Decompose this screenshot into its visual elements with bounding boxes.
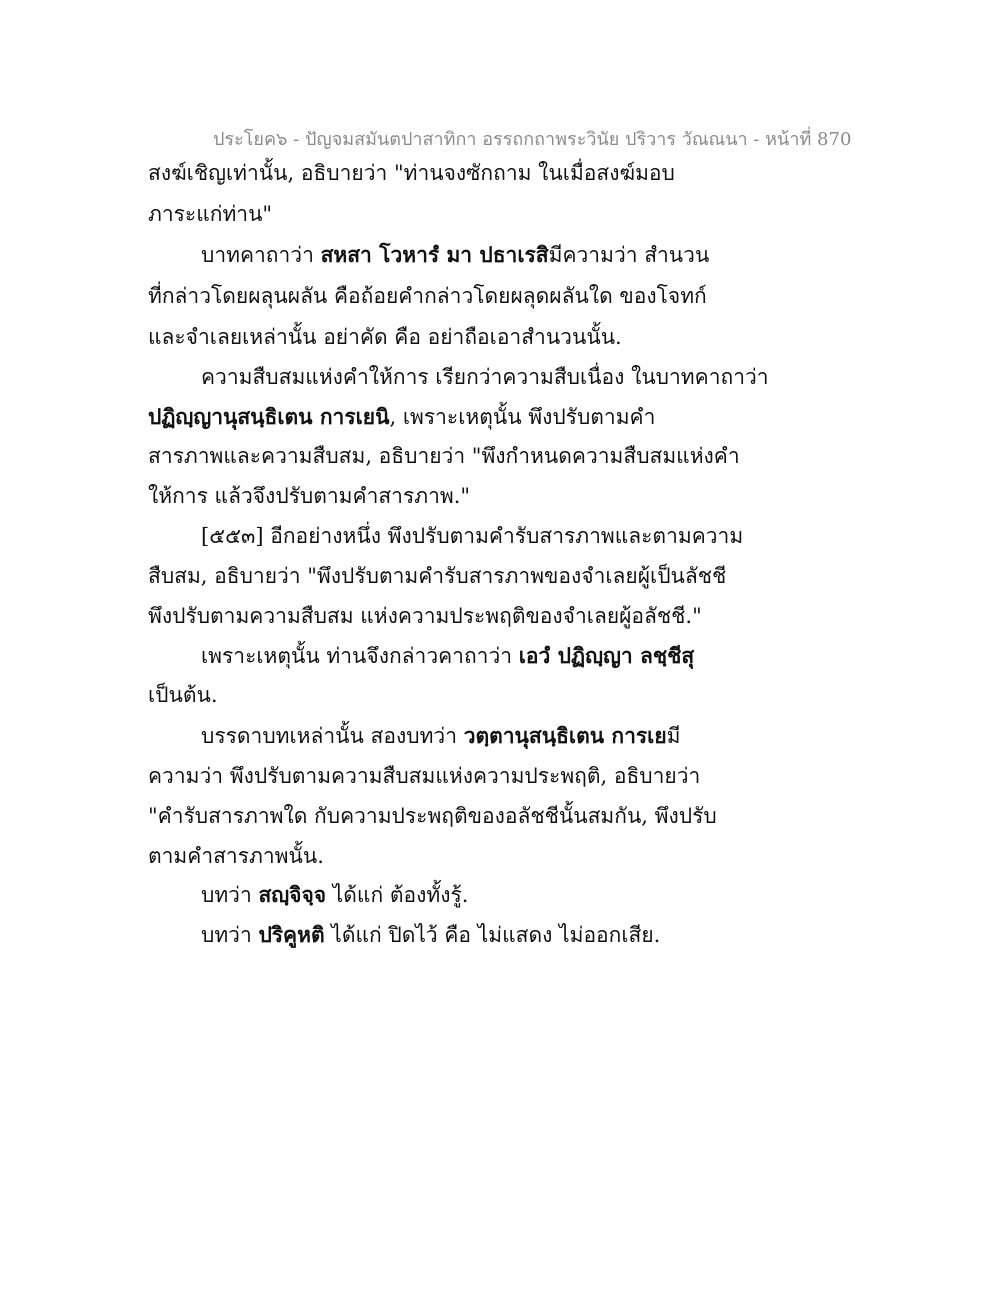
text-line — [201, 721, 681, 751]
text-line: พึงปรับตามความสืบสม แห่งความประพฤติของจำเลยผู้อลัชชี." — [148, 604, 702, 628]
text-line: ความสืบสมแห่งคำให้การ เรียกว่าความสืบเนื่อง ในบาทคาถาว่า — [201, 365, 769, 389]
text-span: บทว่า — [201, 883, 259, 907]
text-span: มีความว่า สำนวน — [548, 243, 710, 267]
text-line: สืบสม, อธิบายว่า "พึงปรับตามคำรับสารภาพของจำเลยผู้เป็นลัชชี — [148, 564, 727, 588]
text-span: ได้แก่ ต้องทั้งรู้. — [326, 883, 469, 907]
text-span: เพราะเหตุนั้น ท่านจึงกล่าวคาถาว่า — [201, 644, 519, 668]
text-span: บทว่า — [201, 923, 259, 947]
text-line: สารภาพและความสืบสม, อธิบายว่า "พึงกำหนดความสืบสมแห่งคำ — [148, 444, 740, 468]
text-line: ภาระแก่ท่าน" — [148, 202, 273, 226]
text-line: "คำรับสารภาพใด กับความประพฤติของอลัชชีนั้นสมกัน, พึงปรับ — [148, 804, 717, 828]
pali-term: ปริคูหติ — [258, 922, 325, 947]
text-line: ที่กล่าวโดยผลุนผลัน คือถ้อยคำกล่าวโดยผลุดผลันใด ของโจทก์ — [148, 284, 707, 308]
text-line — [148, 402, 655, 432]
text-line: ให้การ แล้วจึงปรับตามคำสารภาพ." — [148, 484, 471, 508]
text-span: , เพราะเหตุนั้น พึงปรับตามคำ — [389, 405, 656, 429]
text-span: ได้แก่ ปิดไว้ คือ ไม่แสดง ไม่ออกเสีย. — [324, 923, 661, 947]
pali-term: ปฏิญฺญานุสนฺธิเตน การเยนิ — [148, 404, 390, 429]
pali-term: วตฺตานุสนฺธิเตน การเย — [463, 723, 667, 748]
text-span: มี — [666, 724, 681, 748]
pali-term: สญฺจิจฺจ — [258, 882, 327, 907]
text-line: ความว่า พึงปรับตามความสืบสมแห่งความประพฤติ, อธิบายว่า — [148, 764, 701, 788]
text-line — [201, 920, 660, 950]
text-span: บาทคาถาว่า — [201, 243, 321, 267]
text-line: ตามคำสารภาพนั้น. — [148, 844, 324, 868]
page-header: ประโยค๖ - ปัญจมสมันตปาสาทิกา อรรถกถาพระวินัย ปริวาร วัณณนา - หน้าที่ 870 — [213, 129, 852, 150]
text-line — [201, 641, 694, 671]
text-line: และจำเลยเหล่านั้น อย่าคัด คือ อย่าถือเอาสำนวนนั้น. — [148, 325, 622, 349]
text-line: สงฆ์เชิญเท่านั้น, อธิบายว่า "ท่านจงซักถาม ในเมื่อสงฆ์มอบ — [148, 161, 675, 185]
pali-term: เอวํ ปฏิญฺญา ลชฺชีสุ — [518, 643, 695, 668]
text-line — [201, 240, 709, 270]
text-line: [๕๕๓] อีกอย่างหนึ่ง พึงปรับตามคำรับสารภาพและตามความ — [201, 524, 744, 548]
text-line — [201, 880, 468, 910]
text-span: บรรดาบทเหล่านั้น สองบทว่า — [201, 724, 464, 748]
text-line: เป็นต้น. — [148, 683, 218, 707]
pali-term: สหสา โวหารํ มา ปธาเรสิ — [320, 242, 549, 267]
